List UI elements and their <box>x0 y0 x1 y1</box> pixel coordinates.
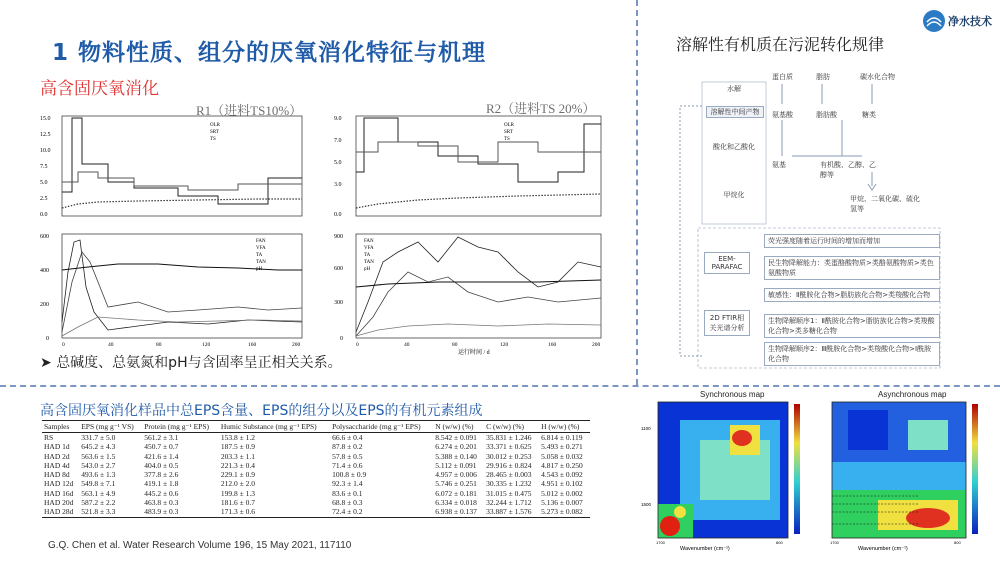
async-x-label: Wavenumber (cm⁻¹) <box>858 546 908 552</box>
table-cell: 92.3 ± 1.4 <box>332 479 363 489</box>
tick-label: 600 <box>40 234 49 240</box>
table-cell: 549.8 ± 7.1 <box>81 479 116 489</box>
tick-label: 7.0 <box>334 138 342 144</box>
table-cell: 171.3 ± 0.6 <box>219 507 330 517</box>
tick-label: 7.5 <box>40 164 48 170</box>
table-cell: 5.012 ± 0.002 <box>541 488 583 498</box>
tick-label: 200 <box>40 302 49 308</box>
legend-entry: TAN <box>364 260 374 265</box>
table-cell: 6.814 ± 0.119 <box>541 433 583 442</box>
table-row <box>42 433 590 443</box>
table-row <box>42 479 590 488</box>
table-cell: 587.2 ± 2.2 <box>81 498 116 508</box>
sync-map-title: Synchronous map <box>700 390 765 399</box>
legend-entry: OLR <box>210 123 220 128</box>
table-cell: 203.3 ± 1.1 <box>220 451 255 461</box>
table-cell: 5.388 ± 0.140 <box>435 451 477 461</box>
table-cell: 28.465 ± 0.003 <box>486 470 532 480</box>
legend-entry: FAN <box>364 239 374 244</box>
table-cell: 563.6 ± 1.5 <box>81 451 116 461</box>
vertical-divider <box>636 0 638 385</box>
table-cell: 5.746 ± 0.251 <box>435 479 477 489</box>
legend-entry: pH <box>256 267 263 272</box>
arrow-bullet-icon: ➤ <box>40 355 57 371</box>
table-title: 高含固厌氧消化样品中总EPS含量、EPS的组分以及EPS的有机元素组成 <box>40 403 483 419</box>
table-cell: 421.6 ± 1.4 <box>144 451 179 461</box>
eem-finding-2: 民生物降解能力：类蛋酪酸物质>类酪氨酸物质>类色氨酸物质 <box>764 256 940 280</box>
table-cell: 563.1 ± 4.9 <box>81 488 116 498</box>
key-finding-text: 总碱度、总氨氮和pH与含固率呈正相关关系。 <box>56 355 342 371</box>
ftir-finding-1: 敏感性：Ⅱ酰胺化合物>脂肪族化合物>类羧酸化合物 <box>764 288 940 302</box>
tick-label: 900 <box>334 234 343 240</box>
table-cell: 8.542 ± 0.091 <box>435 433 477 442</box>
item-amino-acid: 氨基酸 <box>772 111 793 119</box>
table-cell: 5.058 ± 0.032 <box>541 451 583 461</box>
table-cell: 4.957 ± 0.006 <box>435 470 477 480</box>
tick-label: 400 <box>40 268 49 274</box>
svg-text:800: 800 <box>954 540 961 545</box>
ftir-label: 2D FTIR相关光谱分析 <box>704 310 750 336</box>
tick-label: 5.0 <box>334 160 342 166</box>
sync-x-label: Wavenumber (cm⁻¹) <box>680 546 730 552</box>
table-row <box>42 489 590 498</box>
table-cell: 229.1 ± 0.9 <box>220 470 255 480</box>
stage-intermediate: 溶解性中间产物 <box>706 106 764 118</box>
item-amino: 氨基 <box>772 161 786 169</box>
tick-label: 0.0 <box>40 212 48 218</box>
synchronous-map <box>640 390 815 560</box>
legend-entry: FAN <box>256 239 266 244</box>
legend-entry: VFA <box>364 246 374 251</box>
col-header: Polysaccharide (mg g⁻¹ EPS) <box>330 421 433 433</box>
svg-text:80: 80 <box>452 342 458 348</box>
legend-entry: VFA <box>256 246 266 251</box>
svg-text:0: 0 <box>356 342 359 348</box>
asynchronous-map <box>818 390 998 560</box>
tick-label: 10.0 <box>40 148 51 154</box>
table-cell: 181.6 ± 0.7 <box>220 498 255 508</box>
table-cell: HAD 12d <box>44 479 74 489</box>
legend-entry: pH <box>364 267 371 272</box>
table-row <box>42 470 590 479</box>
table-cell: 6.274 ± 0.201 <box>435 442 477 452</box>
item-fatty-acid: 脂肪酸 <box>816 111 837 119</box>
table-cell: 221.3 ± 0.4 <box>220 460 255 470</box>
col-header: N (w/w) (%) <box>433 421 484 433</box>
table-cell: HAD 28d <box>42 507 79 517</box>
item-end-products: 甲烷、二氧化碳、硫化氢等 <box>850 195 920 213</box>
async-map-title: Asynchronous map <box>878 390 947 399</box>
r1-label: R1（进料TS10%） <box>196 103 303 118</box>
table-cell: 187.5 ± 0.9 <box>220 442 255 452</box>
slide-title: 1 物料性质、组分的厌氧消化特征与机理 <box>52 40 487 66</box>
tick-label: 0 <box>340 336 343 342</box>
brand-logo <box>922 6 992 36</box>
legend-entry: TS <box>210 137 216 142</box>
svg-text:40: 40 <box>404 342 410 348</box>
table-cell: 71.4 ± 0.6 <box>332 460 363 470</box>
stage-methanation: 甲烷化 <box>723 191 745 199</box>
legend-entry: TA <box>256 253 263 258</box>
legend-entry: TA <box>364 253 371 258</box>
table-cell: 404.0 ± 0.5 <box>144 460 179 470</box>
table-row <box>42 442 590 451</box>
table-cell: 6.072 ± 0.181 <box>435 488 477 498</box>
async-heatmap <box>818 400 998 560</box>
table-cell: 445.2 ± 0.6 <box>144 488 179 498</box>
table-cell: 83.6 ± 0.1 <box>332 488 363 498</box>
item-carbohydrate: 碳水化合物 <box>860 73 895 81</box>
col-header: Protein (mg g⁻¹ EPS) <box>142 421 219 433</box>
svg-text:160: 160 <box>548 342 557 348</box>
table-cell: 199.8 ± 1.3 <box>220 488 255 498</box>
r2-label: R2（进料TS 20%） <box>486 101 596 116</box>
svg-text:1700: 1700 <box>656 540 665 545</box>
table-cell: 72.4 ± 0.2 <box>330 507 433 517</box>
table-cell: 33.887 ± 1.576 <box>484 507 539 517</box>
legend-entry: OLR <box>504 123 514 128</box>
reactor-performance-charts <box>38 112 611 355</box>
ftir-finding-3: 生物降解顺序2：Ⅲ酰胺化合物>类羧酸化合物>Ⅰ酰胺化合物 <box>764 342 940 366</box>
item-sugar: 糖类 <box>862 111 876 119</box>
table-cell: 35.831 ± 1.246 <box>486 433 532 442</box>
table-cell: 493.6 ± 1.3 <box>81 470 116 480</box>
horizontal-divider <box>0 385 1000 387</box>
svg-text:40: 40 <box>108 342 114 348</box>
reference-citation: G.Q. Chen et al. Water Research Volume 196, 15 May 2021, 117110 <box>48 540 352 551</box>
table-cell: 66.6 ± 0.4 <box>332 433 363 442</box>
eem-label: EEM-PARAFAC <box>704 252 750 274</box>
tick-label: 300 <box>334 300 343 306</box>
col-header: H (w/w) (%) <box>539 421 590 433</box>
table-cell: HAD 2d <box>44 451 70 461</box>
col-header: Samples <box>42 421 79 433</box>
tick-label: 12.5 <box>40 132 51 138</box>
svg-text:200: 200 <box>292 342 301 348</box>
legend-entry: SRT <box>504 130 513 135</box>
table-cell: HAD 4d <box>44 460 70 470</box>
dom-transformation-diagram <box>672 56 948 374</box>
table-cell: 68.8 ± 0.3 <box>332 498 363 508</box>
dom-title: 溶解性有机质在污泥转化规律 <box>676 35 885 54</box>
stage-acidification: 酸化和乙酸化 <box>713 143 755 151</box>
tick-label: 5.0 <box>40 180 48 186</box>
tick-label: 0.0 <box>334 212 342 218</box>
eem-finding-1: 荧光强度随着运行时间的增加而增加 <box>764 234 940 248</box>
eps-table <box>42 420 590 518</box>
table-cell: 331.7 ± 5.0 <box>81 433 116 442</box>
table-cell: 419.1 ± 1.8 <box>144 479 179 489</box>
table-cell: 6.938 ± 0.137 <box>433 507 484 517</box>
table-cell: 4.817 ± 0.250 <box>541 460 583 470</box>
item-protein: 蛋白质 <box>772 73 793 81</box>
col-header: Humic Substance (mg g⁻¹ EPS) <box>219 421 330 433</box>
table-cell: 645.2 ± 4.3 <box>81 442 116 452</box>
tick-label: 3.0 <box>334 182 342 188</box>
table-row <box>42 507 590 517</box>
table-cell: HAD 1d <box>44 442 70 452</box>
table-cell: 4.951 ± 0.102 <box>541 479 583 489</box>
table-cell: 31.015 ± 0.475 <box>486 488 532 498</box>
svg-text:80: 80 <box>156 342 162 348</box>
svg-text:200: 200 <box>592 342 601 348</box>
table-cell: 87.8 ± 0.2 <box>332 442 363 452</box>
table-cell: 29.916 ± 0.824 <box>486 460 532 470</box>
table-cell: 30.335 ± 1.232 <box>486 479 532 489</box>
table-cell: HAD 20d <box>44 498 74 508</box>
table-cell: 543.0 ± 2.7 <box>81 460 116 470</box>
item-lipid: 脂肪 <box>816 73 830 81</box>
table-row <box>42 498 590 507</box>
r2-top-plot <box>334 116 601 218</box>
svg-text:160: 160 <box>248 342 257 348</box>
table-cell: 57.8 ± 0.5 <box>332 451 363 461</box>
table-cell: 32.244 ± 1.712 <box>486 498 532 508</box>
table-cell: 30.012 ± 0.253 <box>486 451 532 461</box>
tick-label: 15.0 <box>40 116 51 122</box>
legend-entry: SRT <box>210 130 219 135</box>
table-cell: 5.493 ± 0.271 <box>541 442 583 452</box>
table-cell: 561.2 ± 3.1 <box>144 433 179 442</box>
table-cell: 5.136 ± 0.007 <box>541 498 583 508</box>
table-cell: 450.7 ± 0.7 <box>144 442 179 452</box>
stage-hydrolysis: 水解 <box>727 85 741 93</box>
tick-label: 600 <box>334 266 343 272</box>
svg-text:0: 0 <box>62 342 65 348</box>
x-axis-label: 运行时间 / d <box>458 350 490 355</box>
svg-text:800: 800 <box>776 540 783 545</box>
key-finding <box>40 352 342 372</box>
ftir-finding-2: 生物降解顺序1：Ⅱ酰胺化合物>脂肪族化合物>类羧酸化合物>类多糖化合物 <box>764 314 940 338</box>
table-cell: 33.371 ± 0.625 <box>486 442 532 452</box>
table-cell: HAD 16d <box>44 488 74 498</box>
svg-text:120: 120 <box>500 342 509 348</box>
table-cell: 212.0 ± 2.0 <box>220 479 255 489</box>
r1-bottom-plot <box>40 234 302 342</box>
table-cell: HAD 8d <box>44 470 70 480</box>
r1-top-plot <box>40 116 302 218</box>
table-cell: 463.8 ± 0.3 <box>144 498 179 508</box>
table-cell: 4.543 ± 0.092 <box>541 470 583 480</box>
table-cell: 5.273 ± 0.082 <box>539 507 590 517</box>
sync-heatmap <box>640 400 815 560</box>
table-row <box>42 461 590 470</box>
table-cell: 377.8 ± 2.6 <box>144 470 179 480</box>
col-header: EPS (mg g⁻¹ VS) <box>79 421 142 433</box>
table-row <box>42 452 590 461</box>
col-header: C (w/w) (%) <box>484 421 539 433</box>
item-organic-acid: 有机酸、乙醇、乙醇等 <box>820 161 876 179</box>
section-subtitle: 高含固厌氧消化 <box>40 79 159 99</box>
legend-entry: TAN <box>256 260 266 265</box>
tick-label: 2.5 <box>40 196 48 202</box>
logo-text: 净水技术 <box>948 15 992 28</box>
r2-bottom-plot <box>334 234 601 342</box>
table-cell: RS <box>44 433 54 442</box>
table-cell: 483.9 ± 0.3 <box>142 507 219 517</box>
table-cell: 6.334 ± 0.018 <box>435 498 477 508</box>
table-header-row <box>42 421 590 433</box>
svg-text:1500: 1500 <box>641 502 652 507</box>
table-cell: 5.112 ± 0.091 <box>435 460 477 470</box>
svg-text:1700: 1700 <box>830 540 839 545</box>
tick-label: 0 <box>46 336 49 342</box>
table-cell: 521.8 ± 3.3 <box>79 507 142 517</box>
legend-entry: TS <box>504 137 510 142</box>
table-cell: 153.8 ± 1.2 <box>220 433 255 442</box>
tick-label: 9.0 <box>334 116 342 122</box>
svg-text:1100: 1100 <box>641 426 651 431</box>
svg-text:120: 120 <box>202 342 211 348</box>
table-cell: 100.8 ± 0.9 <box>332 470 367 480</box>
